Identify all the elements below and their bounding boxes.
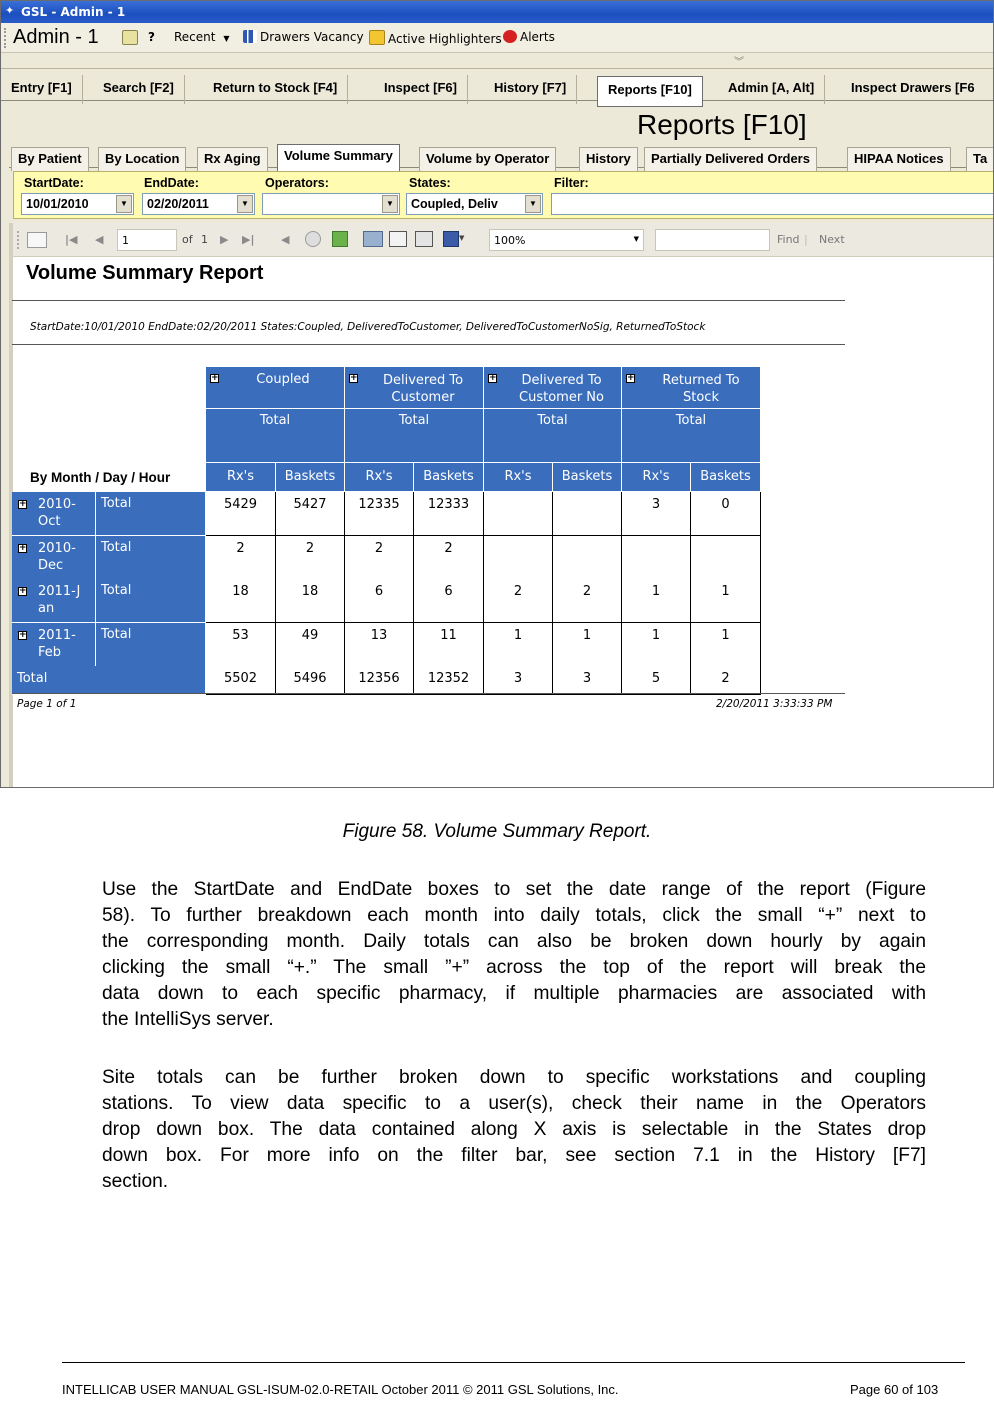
group-label: Returned To Stock	[662, 373, 740, 405]
chevron-down-icon[interactable]: ▼	[116, 195, 132, 213]
report-tab-rx-aging[interactable]: Rx Aging	[197, 147, 268, 171]
period-label: 2011-Feb	[38, 628, 76, 660]
table-cell	[553, 492, 622, 536]
table-cell	[484, 492, 553, 536]
table-cell: 5429	[206, 492, 276, 536]
report-tab-partially-delivered[interactable]: Partially Delivered Orders	[644, 147, 817, 171]
help-icon[interactable]: ?	[148, 30, 155, 44]
measure-header-baskets: Baskets	[276, 463, 345, 492]
page-title: Reports [F10]	[637, 109, 807, 140]
tab-admin[interactable]: Admin [A, Alt]	[718, 75, 825, 104]
grand-total-cell: 5496	[276, 666, 345, 695]
figure-caption: Figure 58. Volume Summary Report.	[342, 821, 652, 842]
tab-reports[interactable]: Reports [F10]	[597, 76, 703, 107]
refresh-icon[interactable]	[332, 231, 348, 247]
measure-header-baskets: Baskets	[691, 463, 761, 492]
chevron-down-icon[interactable]: ▼	[237, 195, 253, 213]
table-cell: 1	[553, 623, 622, 667]
zoom-value: 100%	[494, 234, 526, 247]
report-tab-volume-by-operator[interactable]: Volume by Operator	[419, 147, 556, 171]
total-header: Total	[206, 409, 345, 463]
find-input[interactable]	[655, 229, 770, 251]
report-tab-volume-summary[interactable]: Volume Summary	[277, 144, 400, 171]
table-cell: 6	[414, 579, 484, 623]
table-cell: 1	[622, 623, 691, 667]
group-header-delivered-to-customer	[345, 367, 484, 409]
row-total-label: Total	[96, 492, 206, 536]
row-period	[12, 579, 96, 623]
folder-icon	[369, 30, 385, 45]
paragraph-line: down box. For more info on the filter bar, see section 7.1 in the History [F7]	[102, 1145, 926, 1166]
total-header: Total	[622, 409, 761, 463]
grand-total-cell: 5502	[206, 666, 276, 695]
active-highlighters-button[interactable]	[369, 30, 502, 46]
table-cell: 3	[622, 492, 691, 536]
period-label: 2010-Dec	[38, 541, 76, 573]
double-chevron-down-icon[interactable]: ︾	[734, 57, 744, 68]
paragraph-line: section.	[102, 1171, 169, 1192]
table-cell: 2	[414, 536, 484, 580]
chevron-down-icon[interactable]: ▼	[382, 195, 398, 213]
table-cell: 13	[345, 623, 414, 667]
paragraph-line: 58). To further breakdown each month into daily totals, click the small “+” next to	[102, 905, 926, 926]
divider	[12, 693, 845, 694]
page-setup-icon[interactable]	[415, 231, 433, 247]
row-axis-label: By Month / Day / Hour	[30, 470, 171, 485]
report-tab-overflow[interactable]: Ta	[966, 147, 994, 171]
paragraph-line: the IntelliSys server.	[102, 1009, 274, 1030]
grand-total-cell: 3	[553, 666, 622, 695]
grand-total-cell: 12356	[345, 666, 414, 695]
group-label: Coupled	[256, 372, 310, 387]
footer-text: INTELLICAB USER MANUAL GSL-ISUM-02.0-RETAIL October 2011 © 2011 GSL Solutions, Inc.	[62, 1382, 619, 1397]
grand-total-cell: 3	[484, 666, 553, 695]
drawers-vacancy-button[interactable]	[243, 30, 364, 44]
grand-total-cell: 2	[691, 666, 761, 695]
table-cell: 1	[622, 579, 691, 623]
grand-total-cell: 12352	[414, 666, 484, 695]
end-date-value: 02/20/2011	[147, 197, 209, 211]
report-page-info: Page 1 of 1	[17, 698, 77, 710]
chevron-down-icon: ▼	[223, 34, 230, 43]
report-title: Volume Summary Report	[26, 262, 264, 284]
operators-label: Operators:	[265, 176, 329, 190]
start-date-field[interactable]	[21, 193, 134, 215]
page-number-input[interactable]	[117, 229, 177, 251]
table-cell: 18	[276, 579, 345, 623]
app-icon: ✦	[5, 4, 15, 17]
start-date-value: 10/01/2010	[26, 197, 89, 211]
group-header-returned-to-stock	[622, 367, 761, 409]
row-period	[12, 536, 96, 580]
page-number: Page 60 of 103	[850, 1382, 939, 1397]
separator: |	[804, 233, 808, 246]
group-header-coupled	[206, 367, 345, 409]
stop-icon[interactable]	[305, 231, 321, 247]
filter-input[interactable]	[551, 193, 994, 215]
save-icon[interactable]	[443, 231, 459, 247]
measure-header-rx: Rx's	[345, 463, 414, 492]
page-total-label: 1	[201, 233, 208, 246]
total-header: Total	[484, 409, 622, 463]
table-cell: 2	[276, 536, 345, 580]
row-total-label: Total	[96, 579, 206, 623]
report-tab-by-location[interactable]: By Location	[98, 147, 186, 171]
recent-menu[interactable]	[174, 30, 229, 44]
table-cell: 2	[345, 536, 414, 580]
paragraph-line: stations. To view data specific to a user(s), check their name in the Operators	[102, 1093, 926, 1114]
filter-bar	[13, 171, 994, 219]
table-cell: 2	[484, 579, 553, 623]
measure-header-rx: Rx's	[206, 463, 276, 492]
expand-icon[interactable]: +	[627, 373, 635, 383]
admin-title: Admin - 1	[13, 26, 99, 48]
alerts-button[interactable]	[503, 30, 555, 44]
paragraph-line: data down to each specific pharmacy, if multiple pharmacies are associated with	[102, 983, 926, 1004]
recent-label: Recent	[174, 30, 216, 44]
last-page-icon[interactable]: ▶|	[242, 233, 255, 246]
expand-icon[interactable]: +	[19, 543, 27, 553]
states-dropdown[interactable]	[406, 193, 543, 215]
report-tab-history[interactable]: History	[579, 147, 638, 171]
paragraph-line: drop down box. The data contained along X axis is selectable in the States drop	[102, 1119, 926, 1140]
print-icon[interactable]	[363, 231, 383, 247]
table-cell: 6	[345, 579, 414, 623]
drawers-vacancy-label: Drawers Vacancy	[260, 30, 364, 44]
paragraph-line: the corresponding month. Daily totals can also be broken down hourly by again	[102, 931, 926, 952]
chevron-down-icon[interactable]: ▼	[459, 234, 465, 242]
toolbar-grip	[4, 28, 9, 48]
filter-label: Filter:	[554, 176, 589, 190]
next-link[interactable]: Next	[819, 233, 845, 246]
grand-total-cell: 5	[622, 666, 691, 695]
window-titlebar	[1, 1, 994, 23]
row-total-label: Total	[96, 536, 206, 580]
find-link[interactable]: Find	[777, 233, 800, 246]
main-toolbar	[1, 23, 994, 53]
group-label: Delivered To Customer No	[519, 373, 604, 405]
expand-icon[interactable]: +	[489, 373, 497, 383]
grand-total-label: Total	[12, 666, 206, 695]
report-tab-hipaa-notices[interactable]: HIPAA Notices	[847, 147, 951, 171]
expand-icon[interactable]: +	[211, 373, 219, 383]
document-map-icon[interactable]	[27, 232, 47, 248]
period-label: 2010-Oct	[38, 497, 76, 529]
tab-history[interactable]: History [F7]	[484, 75, 577, 104]
expand-icon[interactable]: +	[19, 499, 27, 509]
measure-header-rx: Rx's	[484, 463, 553, 492]
table-cell	[484, 536, 553, 580]
table-cell: 11	[414, 623, 484, 667]
previous-page-icon[interactable]: ◀	[95, 233, 104, 246]
chevron-down-icon: ▼	[633, 235, 639, 243]
report-tab-by-patient[interactable]: By Patient	[11, 147, 89, 171]
print-layout-icon[interactable]	[389, 231, 407, 247]
table-cell: 2	[206, 536, 276, 580]
tab-return-to-stock[interactable]: Return to Stock [F4]	[203, 75, 348, 104]
active-highlighters-label: Active Highlighters	[388, 32, 502, 46]
row-period	[12, 623, 96, 667]
table-cell	[622, 536, 691, 580]
end-date-label: EndDate:	[144, 176, 199, 190]
paragraph-line: Use the StartDate and EndDate boxes to set the date range of the report (Figure	[102, 879, 926, 900]
start-date-label: StartDate:	[24, 176, 84, 190]
alert-icon	[503, 30, 517, 43]
window-title: GSL - Admin - 1	[21, 5, 126, 19]
tab-search[interactable]: Search [F2]	[93, 75, 185, 104]
row-total-label: Total	[96, 623, 206, 667]
end-date-field[interactable]	[142, 193, 255, 215]
first-page-icon[interactable]: |◀	[65, 233, 78, 246]
report-parameters: StartDate:10/01/2010 EndDate:02/20/2011 States:Coupled, DeliveredToCustomer, DeliveredToCustomerNoSig, ReturnedToStock	[30, 321, 706, 333]
table-cell: 0	[691, 492, 761, 536]
table-cell	[691, 536, 761, 580]
report-tab-bar	[9, 144, 994, 168]
toolbar-grip	[17, 231, 21, 249]
tab-inspect-drawers[interactable]: Inspect Drawers [F6	[851, 80, 975, 95]
report-viewer-toolbar	[13, 223, 994, 257]
table-cell: 49	[276, 623, 345, 667]
bar-chart-icon	[243, 30, 257, 43]
divider	[12, 344, 845, 345]
report-generated-time: 2/20/2011 3:33:33 PM	[716, 698, 833, 710]
paragraph-site-totals	[102, 1065, 926, 1195]
table-cell: 12333	[414, 492, 484, 536]
group-label: Delivered To Customer	[382, 373, 464, 405]
table-cell: 5427	[276, 492, 345, 536]
table-cell: 53	[206, 623, 276, 667]
expand-icon[interactable]: +	[19, 586, 27, 596]
states-value: Coupled, Deliv	[411, 197, 498, 211]
tab-entry[interactable]: Entry [F1]	[1, 75, 83, 104]
total-header: Total	[345, 409, 484, 463]
row-period	[12, 492, 96, 536]
page-of-label: of	[182, 233, 193, 246]
tab-inspect[interactable]: Inspect [F6]	[374, 75, 468, 104]
table-cell: 2	[553, 579, 622, 623]
table-cell: 18	[206, 579, 276, 623]
table-cell: 1	[691, 623, 761, 667]
footer-divider	[62, 1362, 965, 1363]
table-cell	[553, 536, 622, 580]
refresh-icon[interactable]	[122, 30, 141, 46]
divider	[12, 300, 845, 301]
paragraph-line: clicking the small “+.” The small ”+” across the top of the report will break the	[102, 957, 926, 978]
chevron-down-icon[interactable]: ▼	[525, 195, 541, 213]
table-cell: 1	[691, 579, 761, 623]
page-number-value: 1	[122, 234, 129, 247]
alerts-label: Alerts	[520, 30, 555, 44]
group-header-delivered-no-sig	[484, 367, 622, 409]
operators-dropdown[interactable]	[262, 193, 400, 215]
table-cell: 1	[484, 623, 553, 667]
collapse-toggle-row[interactable]	[1, 53, 994, 69]
main-tab-bar	[1, 73, 994, 101]
expand-icon[interactable]: +	[350, 373, 358, 383]
expand-icon[interactable]: +	[19, 630, 27, 640]
next-page-icon[interactable]: ▶	[220, 233, 229, 246]
table-cell: 12335	[345, 492, 414, 536]
measure-header-baskets: Baskets	[414, 463, 484, 492]
zoom-select[interactable]	[489, 229, 644, 251]
paragraph-date-range	[102, 877, 926, 1033]
measure-header-rx: Rx's	[622, 463, 691, 492]
states-label: States:	[409, 176, 451, 190]
measure-header-baskets: Baskets	[553, 463, 622, 492]
paragraph-line: Site totals can be further broken down to specific workstations and coupling	[102, 1067, 926, 1088]
back-icon[interactable]: ◀	[281, 233, 290, 246]
period-label: 2011-Jan	[38, 584, 81, 616]
